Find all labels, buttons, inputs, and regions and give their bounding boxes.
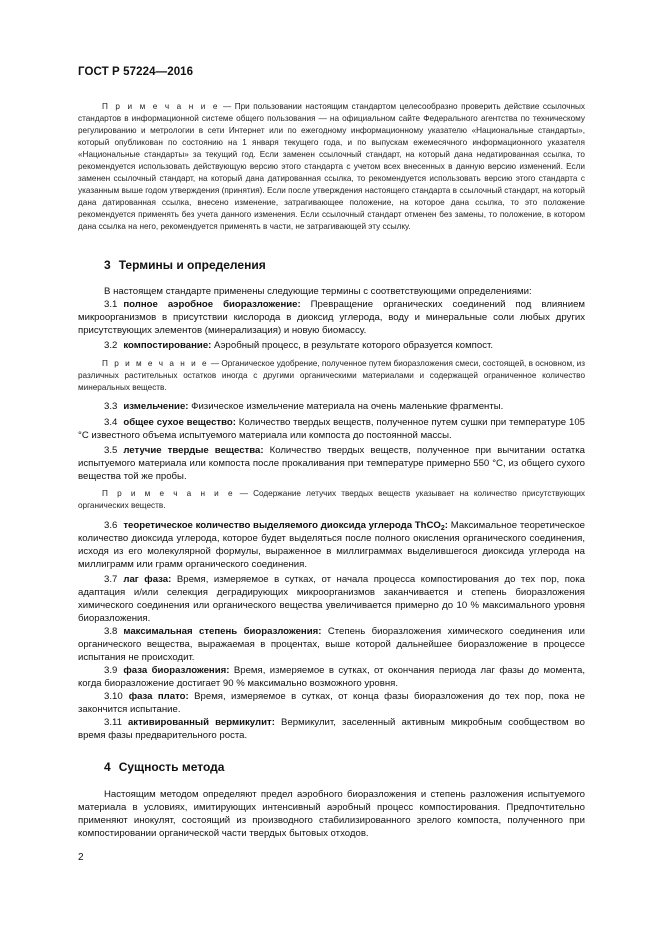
term-3-9 [78, 664, 585, 690]
note-label: П р и м е ч а н и е [102, 102, 220, 111]
section-3-heading [104, 258, 266, 272]
term-name: активированный вермикулит: [127, 717, 275, 728]
term-name: лаг фаза: [123, 574, 172, 585]
term-definition: Степень биоразложения химического соединения или органического вещества, выражаемая в процентах, выше которой дальнейшее биоразложение в процессе испытания не происходит. [78, 626, 585, 663]
term-name: фаза биоразложения: [123, 665, 230, 676]
document-header: ГОСТ Р 57224—2016 [78, 66, 194, 78]
term-3-8 [78, 625, 585, 664]
term-name: фаза плато: [128, 691, 189, 702]
section-3-title: Термины и определения [118, 258, 266, 272]
section-3-number: 3 [104, 258, 111, 272]
term-number: 3.1 [104, 299, 118, 310]
term-3-11 [78, 716, 585, 742]
reference-note [78, 101, 585, 233]
section-4-heading [104, 760, 224, 774]
term-name: летучие твердые вещества: [123, 445, 264, 456]
page-number: 2 [78, 852, 84, 863]
term-name [123, 520, 448, 531]
section-3-intro: В настоящем стандарте применены следующие термины с соответствующими определениями: [104, 286, 532, 297]
term-name: полное аэробное биоразложение: [123, 299, 301, 310]
term-number: 3.4 [104, 417, 118, 428]
term-definition: Аэробный процесс, в результате которого образуется компост. [211, 340, 493, 351]
term-name: компостирование: [123, 340, 212, 351]
note-text: — Органическое удобрение, полученное путем биоразложения смеси, состоящей, в основном, из различных растительных остатков иногда с другими органическими материалами и содержащей ограниченное количество минеральных веществ. [78, 359, 585, 392]
term-name: максимальная степень биоразложения: [123, 626, 322, 637]
term-name: общее сухое вещество: [123, 417, 236, 428]
term-definition: Время, измеряемое в сутках, от окончания периода лаг фазы до момента, когда биоразложение достигает 90 % максимально возможного уровня. [78, 665, 586, 689]
term-3-6 [78, 519, 585, 571]
term-name: измельчение: [123, 401, 189, 412]
note-text: — Содержание летучих твердых веществ указывает на количество присутствующих органических веществ. [78, 489, 586, 510]
term-3-2 [78, 339, 585, 352]
term-number: 3.3 [104, 401, 118, 412]
term-3-5-note [78, 488, 585, 512]
section-4-number: 4 [104, 760, 111, 774]
term-definition: Превращение органических соединений под влиянием микроорганизмов в присутствии кислорода в диоксид углерода, воду и минеральные соли любых других присутствующих элементов (минерализация) и новую биомассу. [78, 299, 585, 336]
term-subscript: 2 [440, 525, 445, 532]
note-label: П р и м е ч а н и е [102, 359, 209, 368]
term-number: 3.8 [104, 626, 118, 637]
term-number: 3.11 [104, 717, 122, 728]
term-definition: Максимальное теоретическое количество диоксида углерода, которое будет выделяться после полного окисления органического соединения, исходя из его молекулярной формулы, выраженное в миллиграммах выделившегося диоксида углерода на миллиграмм или грамм органического соединения. [78, 520, 585, 570]
section-4-title: Сущность метода [118, 760, 225, 774]
term-3-7 [78, 573, 585, 625]
term-number: 3.7 [104, 574, 118, 585]
term-definition: Вермикулит, заселенный активным микробным сообществом во время фазы предварительного роста. [78, 717, 585, 741]
term-number: 3.2 [104, 340, 118, 351]
term-name-end: : [444, 520, 448, 531]
term-3-1 [78, 298, 585, 337]
term-definition: Время, измеряемое в сутках, от начала процесса компостирования до тех пор, пока адаптация и/или селекция деградирующих микроорганизмов заканчивается и степень биоразложения химического соединения или органического вещества увеличивается примерно до 10 % максимального уровня биоразложения. [78, 574, 585, 624]
term-name-text: теоретическое количество выделяемого диоксида углерода ThCO [123, 520, 441, 531]
term-number: 3.10 [104, 691, 123, 702]
term-3-3 [78, 400, 585, 413]
term-definition: Количество твердых веществ, полученное при вычитании остатка испытуемого материала или компоста после прокаливания при температуре примерно 550 °С, из общего сухого вещества той же пробы. [78, 445, 585, 482]
term-3-2-note [78, 358, 585, 394]
note-label: П р и м е ч а н и е [102, 489, 235, 498]
term-3-10 [78, 690, 585, 716]
term-number: 3.6 [104, 520, 118, 531]
term-number: 3.9 [104, 665, 118, 676]
term-number: 3.5 [104, 445, 118, 456]
term-definition: Время, измеряемое в сутках, от конца фазы биоразложения до тех пор, пока не закончится испытание. [78, 691, 585, 715]
term-3-5 [78, 444, 585, 483]
section-4-text: Настоящим методом определяют предел аэробного биоразложения и степень разложения испытуемого материала в условиях, имитирующих интенсивный аэробный процесс компостирования. Предпочтительно применяют инокулят, состоящий из производного стабилизированного зрелого компоста, полученного при компостировании органической части твердых бытовых отходов. [78, 789, 585, 839]
term-definition: Количество твердых веществ, полученное путем сушки при температуре 105 °С известного объема испытуемого материала или компоста до постоянной массы. [78, 417, 585, 441]
note-text: — При пользовании настоящим стандартом целесообразно проверить действие ссылочных стандартов в информационной системе общего пользования — на официальном сайте Федерального агентства по техническому регулированию и метрологии в сети Интернет или по ежегодному информационному указателю «Национальные стандарты», который опубликован по состоянию на 1 января текущего года, и по выпускам ежемесячного информационного указателя «Национальные стандарты» за текущий год. Если заменен ссылочный стандарт, на который дана недатированная ссылка, то рекомендуется использовать действующую версию этого стандарта с учетом всех внесенных в данную версию изменений. Если заменен ссылочный стандарт, на который дана датированная ссылка, то рекомендуется использовать версию этого стандарта с указанным выше годом утверждения (принятия). Если после утверждения настоящего стандарта в ссылочный стандарт, на который дана датированная ссылка, внесено изменение, затрагивающее положение, на которое дана ссылка, то это положение рекомендуется применять без учета данного изменения. Если ссылочный стандарт отменен без замены, то положение, в котором дана ссылка на него, рекомендуется применять в части, не затрагивающей эту ссылку. [78, 102, 585, 231]
term-3-4 [78, 416, 585, 442]
term-definition: Физическое измельчение материала на очень маленькие фрагменты. [188, 401, 504, 412]
